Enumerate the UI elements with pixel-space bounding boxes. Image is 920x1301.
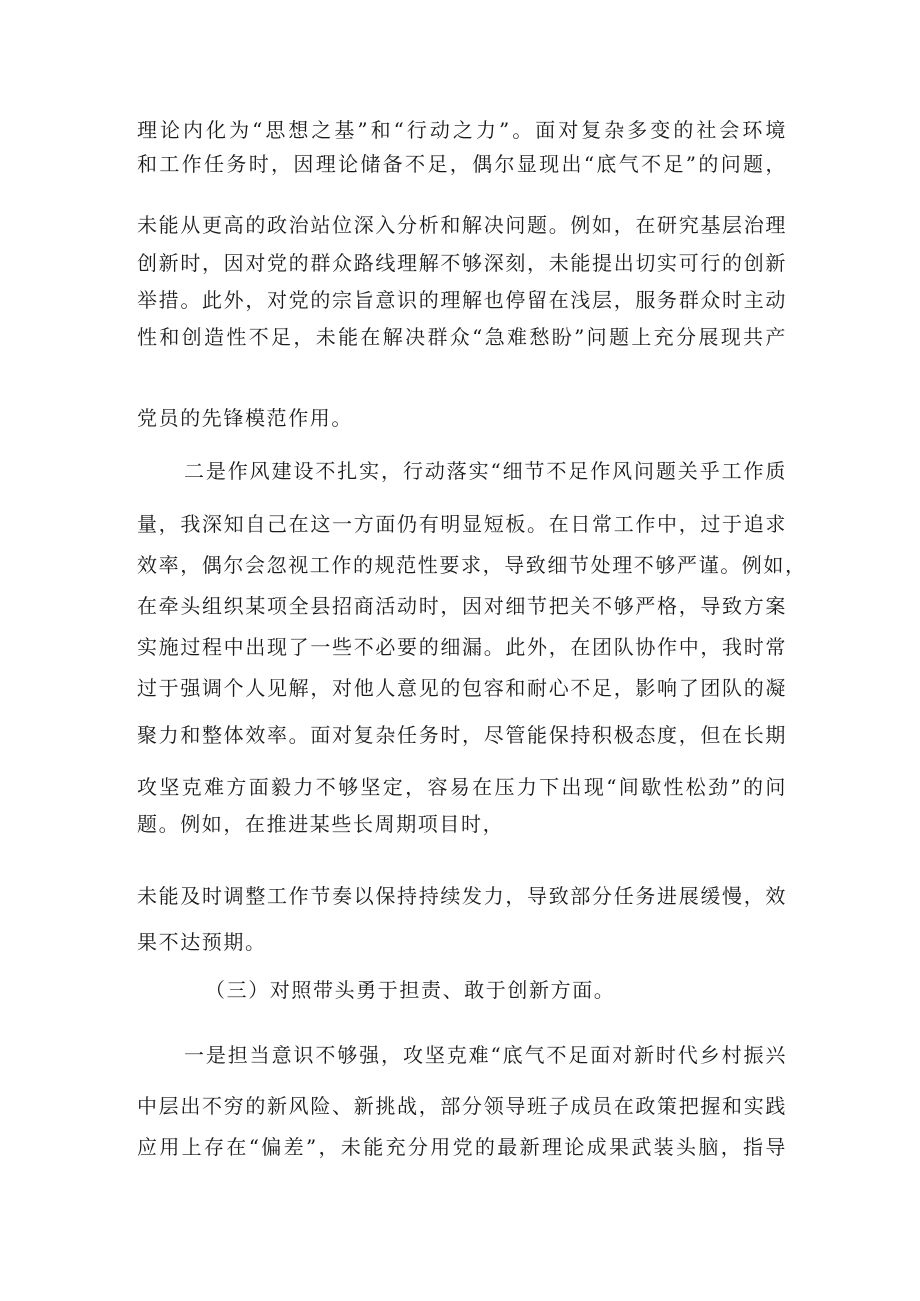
body-line: 应用上存在“偏差”，未能充分用党的最新理论成果武装头脑，指导 [137,1135,787,1159]
body-line: 聚力和整体效率。面对复杂任务时，尽管能保持积极态度，但在长期 [137,723,787,747]
body-line: 创新时，因对党的群众路线理解不够深刻，未能提出切实可行的创新 [137,251,787,275]
section-heading: （三）对照带头勇于担责、敢于创新方面。 [205,978,616,1002]
body-line: 效率，偶尔会忽视工作的规范性要求，导致细节处理不够严谨。例如， [137,553,807,577]
paragraph-first-line: 一是担当意识不够强，攻坚克难“底气不足面对新时代乡村振兴 [184,1043,787,1067]
body-line: 未能从更高的政治站位深入分析和解决问题。例如，在研究基层治理 [137,213,787,237]
body-line: 党员的先锋模范作用。 [137,406,353,430]
body-line: 举措。此外，对党的宗旨意识的理解也停留在浅层，服务群众时主动 [137,288,787,312]
body-line: 题。例如，在推进某些长周期项目时， [137,812,505,836]
body-line: 理论内化为“思想之基”和“行动之力”。面对复杂多变的社会环境 [137,118,787,142]
body-line: 攻坚克难方面毅力不够坚定，容易在压力下出现“间歇性松劲”的问 [137,775,787,799]
paragraph-first-line: 二是作风建设不扎实，行动落实“细节不足作风问题关乎工作质 [184,459,787,483]
body-line: 未能及时调整工作节奏以保持持续发力，导致部分任务进展缓慢，效 [137,884,787,908]
body-line: 中层出不穷的新风险、新挑战，部分领导班子成员在政策把握和实践 [137,1094,787,1118]
body-line: 性和创造性不足，未能在解决群众“急难愁盼”问题上充分展现共产 [137,325,787,349]
body-line: 过于强调个人见解，对他人意见的包容和耐心不足，影响了团队的凝 [137,676,787,700]
body-line: 和工作任务时，因理论储备不足，偶尔显现出“底气不足”的问题， [137,152,787,176]
body-line: 在牵头组织某项全县招商活动时，因对细节把关不够严格，导致方案 [137,594,787,618]
body-line: 果不达预期。 [137,930,267,954]
body-line: 量，我深知自己在这一方面仍有明显短板。在日常工作中，过于追求 [137,512,787,536]
body-line: 实施过程中出现了一些不必要的细漏。此外，在团队协作中，我时常 [137,635,787,659]
